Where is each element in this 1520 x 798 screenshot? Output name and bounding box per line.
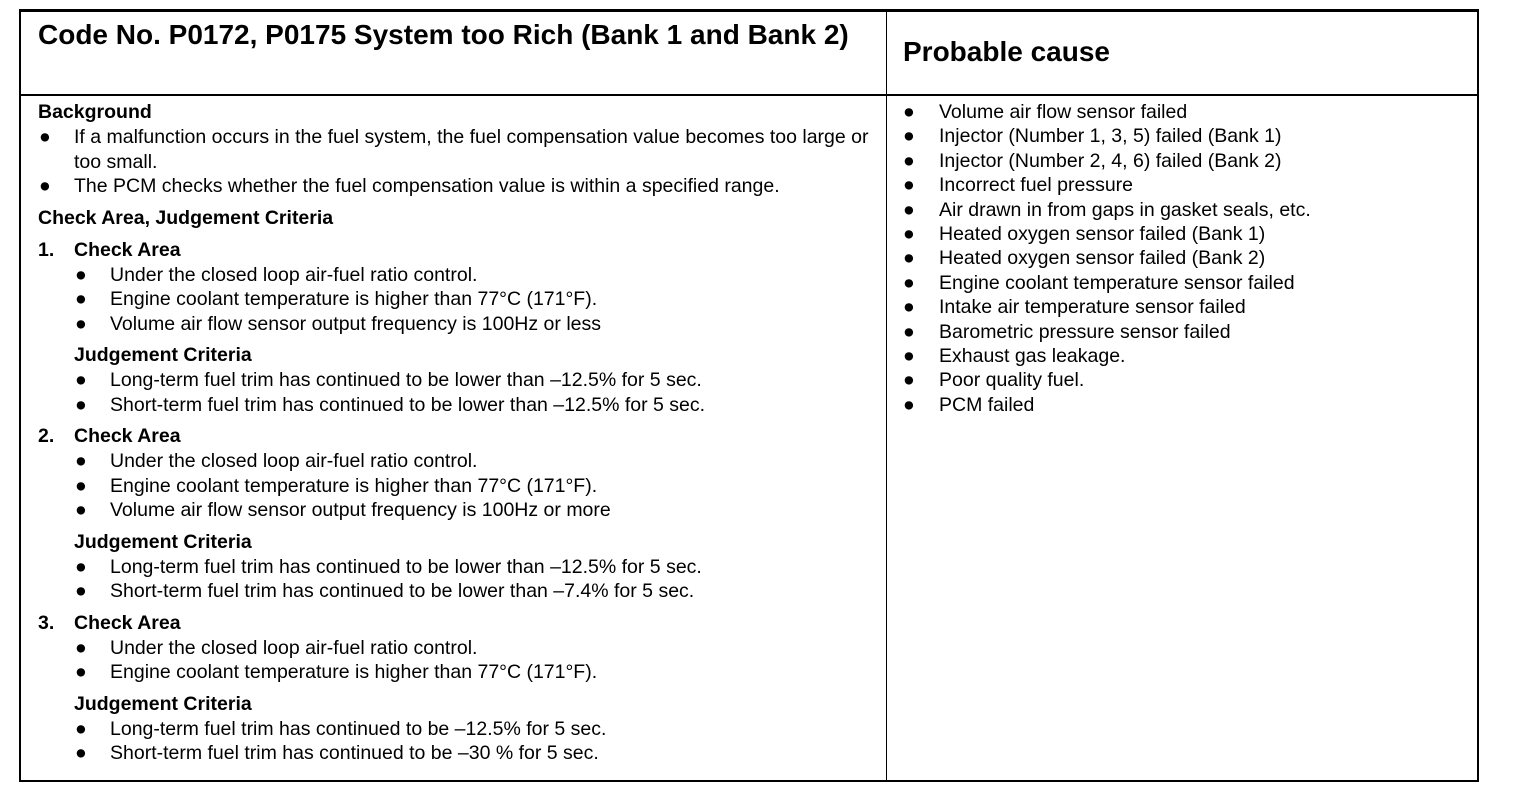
- bullet-icon: ●: [903, 247, 915, 270]
- bullet-icon: ●: [39, 126, 51, 148]
- judgement-item: ● Long-term fuel trim has continued to be lower than –12.5% for 5 sec.: [75, 555, 702, 578]
- judgement-item: ● Short-term fuel trim has continued to be lower than –12.5% for 5 sec.: [75, 393, 706, 416]
- bullet-icon: ●: [903, 125, 915, 148]
- check-area-item: ● Under the closed loop air-fuel ratio control.: [75, 636, 478, 659]
- check-2-heading: 2. Check Area: [38, 425, 181, 447]
- cause-item: ● Engine coolant temperature sensor failed: [903, 271, 1295, 294]
- bullet-icon: ●: [903, 271, 915, 294]
- bullet-icon: ●: [75, 393, 87, 416]
- cause-item: ● PCM failed: [903, 393, 1035, 416]
- code-title: Code No. P0172, P0175 System too Rich (Bank 1 and Bank 2): [38, 19, 849, 50]
- cause-item: ● Incorrect fuel pressure: [903, 174, 1134, 197]
- bullet-icon: ●: [75, 717, 87, 740]
- check-area-item: ● Under the closed loop air-fuel ratio control.: [75, 450, 478, 472]
- cause-item: ● Barometric pressure sensor failed: [903, 320, 1231, 343]
- background-heading: Background: [38, 101, 152, 123]
- bullet-icon: ●: [75, 312, 87, 335]
- check-3-body: [38, 636, 878, 766]
- bullet-icon: ●: [75, 636, 87, 659]
- bullet-icon: ●: [75, 450, 87, 472]
- judgement-heading: Judgement Criteria: [74, 692, 252, 715]
- background-item: ● If a malfunction occurs in the fuel system, the fuel compensation value becomes too large or too small.: [39, 126, 869, 173]
- judgement-item: ● Short-term fuel trim has continued to be –30 % for 5 sec.: [75, 742, 599, 764]
- bullet-icon: ●: [903, 369, 915, 392]
- bullet-icon: ●: [903, 320, 915, 343]
- cause-item: ● Heated oxygen sensor failed (Bank 1): [903, 223, 1266, 246]
- judgement-item: ● Long-term fuel trim has continued to be –12.5% for 5 sec.: [75, 717, 607, 740]
- check-area-item: ● Engine coolant temperature is higher than 77°C (171°F).: [75, 661, 598, 683]
- check-area-item: ● Volume air flow sensor output frequency is 100Hz or less: [75, 312, 601, 335]
- bullet-icon: ●: [75, 263, 87, 286]
- check-area-item: ● Under the closed loop air-fuel ratio control.: [75, 263, 478, 286]
- bullet-icon: ●: [75, 369, 87, 391]
- bullet-icon: ●: [75, 742, 87, 764]
- judgement-item: ● Short-term fuel trim has continued to be lower than –7.4% for 5 sec.: [75, 580, 695, 602]
- column-divider: [886, 12, 887, 780]
- description-column: [38, 100, 878, 766]
- cause-item: ● Exhaust gas leakage.: [903, 345, 1126, 368]
- table-header-row: [21, 12, 1477, 96]
- cause-item: ● Heated oxygen sensor failed (Bank 2): [903, 247, 1266, 270]
- bullet-icon: ●: [903, 174, 915, 197]
- check-1-body: [38, 263, 878, 418]
- bullet-icon: ●: [903, 101, 915, 123]
- probable-cause-title: Probable cause: [903, 36, 1110, 67]
- check-area-item: ● Engine coolant temperature is higher than 77°C (171°F).: [75, 474, 598, 497]
- bullet-icon: ●: [75, 499, 87, 521]
- bullet-icon: ●: [903, 223, 915, 246]
- judgement-heading: Judgement Criteria: [74, 344, 252, 366]
- cause-item: ● Air drawn in from gaps in gasket seals, etc.: [903, 198, 1311, 221]
- bullet-icon: ●: [75, 555, 87, 578]
- bullet-icon: ●: [75, 661, 87, 683]
- check-1-heading: 1. Check Area: [38, 238, 181, 261]
- bullet-icon: ●: [903, 149, 915, 172]
- cause-item: ● Volume air flow sensor failed: [903, 101, 1188, 123]
- check-area-item: ● Engine coolant temperature is higher than 77°C (171°F).: [75, 288, 598, 310]
- judgement-item: ● Long-term fuel trim has continued to be lower than –12.5% for 5 sec.: [75, 369, 702, 391]
- judgement-heading: Judgement Criteria: [74, 530, 252, 553]
- bullet-icon: ●: [903, 345, 915, 368]
- check-3-heading: 3. Check Area: [38, 611, 181, 634]
- criteria-heading: Check Area, Judgement Criteria: [38, 206, 334, 229]
- bullet-icon: ●: [903, 296, 915, 319]
- diagnostic-table: [19, 9, 1479, 782]
- bullet-icon: ●: [39, 175, 51, 197]
- bullet-icon: ●: [75, 580, 87, 602]
- bullet-icon: ●: [903, 393, 915, 416]
- background-item: ● The PCM checks whether the fuel compensation value is within a specified range.: [39, 175, 780, 197]
- check-2-body: [38, 449, 878, 604]
- bullet-icon: ●: [903, 198, 915, 221]
- cause-item: ● Poor quality fuel.: [903, 369, 1085, 392]
- check-area-item: ● Volume air flow sensor output frequency is 100Hz or more: [75, 499, 611, 521]
- probable-cause-column: [901, 100, 1471, 417]
- bullet-icon: ●: [75, 288, 87, 310]
- cause-item: ● Injector (Number 2, 4, 6) failed (Bank 2): [903, 149, 1282, 172]
- cause-item: ● Injector (Number 1, 3, 5) failed (Bank 1): [903, 125, 1282, 148]
- cause-item: ● Intake air temperature sensor failed: [903, 296, 1246, 319]
- bullet-icon: ●: [75, 474, 87, 497]
